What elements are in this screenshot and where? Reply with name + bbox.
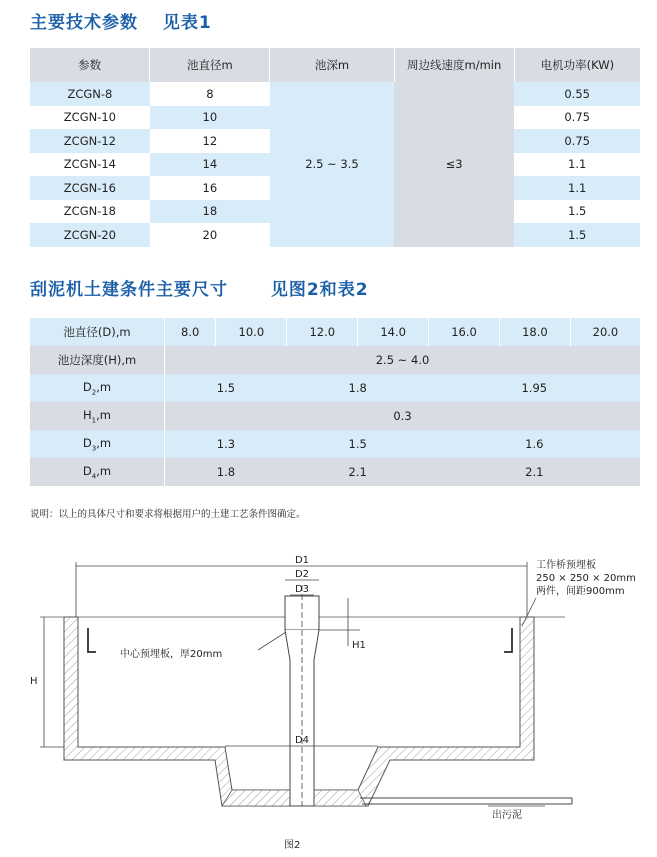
- bridge-plate-line1: 工作桥预埋板: [536, 560, 596, 571]
- d3-value: 1.6: [429, 430, 640, 458]
- speed-cell: ≤3: [394, 82, 514, 247]
- power-cell: 1.5: [514, 223, 640, 247]
- diameter-cell: 10: [150, 106, 270, 130]
- diameter-cell: 16: [150, 176, 270, 200]
- d4-label: D4: [294, 735, 310, 746]
- d1-label: D1: [294, 555, 310, 566]
- h1-value: 0.3: [165, 402, 641, 430]
- table-row: [30, 458, 640, 486]
- d4-value: 1.8: [165, 458, 287, 486]
- diameter-cell: 12: [150, 129, 270, 153]
- model-cell: ZCGN-12: [30, 129, 150, 153]
- power-cell: 1.1: [514, 176, 640, 200]
- parameters-table: [30, 48, 640, 247]
- model-cell: ZCGN-16: [30, 176, 150, 200]
- diameter-value: 16.0: [429, 318, 500, 346]
- model-cell: ZCGN-20: [30, 223, 150, 247]
- row-label: 池直径(D),m: [30, 318, 165, 346]
- note-text: 说明：以上的具体尺寸和要求将根据用户的土建工艺条件图确定。: [30, 509, 306, 520]
- power-cell: 0.55: [514, 82, 640, 106]
- bridge-plate-line2: 250 × 250 × 20mm: [536, 573, 636, 584]
- table-row: [30, 402, 640, 430]
- row-label: $D_2,m$: [30, 374, 165, 402]
- table1-header: 周边线速度m/min: [394, 48, 514, 82]
- d2-value: 1.95: [429, 374, 640, 402]
- section2-title: 刮泥机土建条件主要尺寸: [30, 280, 228, 300]
- section1-title: 主要技术参数: [30, 13, 138, 33]
- diameter-value: 10.0: [216, 318, 287, 346]
- table1-header: 参数: [30, 48, 150, 82]
- bridge-plate-line3: 两件，间距900mm: [536, 586, 625, 597]
- power-cell: 0.75: [514, 129, 640, 153]
- row-label: $D_4,m$: [30, 458, 165, 486]
- row-label: $D_3,m$: [30, 430, 165, 458]
- diameter-cell: 14: [150, 153, 270, 177]
- center-plate-label: 中心预埋板，厚20mm: [120, 649, 223, 660]
- section2-ref: 见图2和表2: [270, 280, 369, 300]
- left-bracket: [88, 628, 96, 652]
- model-cell: ZCGN-10: [30, 106, 150, 130]
- table1-header-row: [30, 48, 640, 82]
- model-cell: ZCGN-8: [30, 82, 150, 106]
- table-row: [30, 318, 640, 346]
- right-bracket: [504, 628, 512, 652]
- diameter-value: 14.0: [358, 318, 429, 346]
- row-label: 池边深度(H),m: [30, 346, 165, 374]
- d3-value: 1.3: [165, 430, 287, 458]
- model-cell: ZCGN-18: [30, 200, 150, 224]
- diameter-cell: 8: [150, 82, 270, 106]
- d2-label: D2: [294, 569, 310, 580]
- outlet-label: 出污泥: [492, 810, 522, 821]
- d3-label: D3: [294, 584, 310, 595]
- d4-value: 2.1: [287, 458, 429, 486]
- diameter-cell: 18: [150, 200, 270, 224]
- table1-header: 池直径m: [150, 48, 270, 82]
- depth-cell: 2.5 ~ 3.5: [270, 82, 394, 247]
- power-cell: 1.5: [514, 200, 640, 224]
- diameter-value: 18.0: [499, 318, 570, 346]
- table1-header: 电机功率(KW): [514, 48, 640, 82]
- table-row: [30, 430, 640, 458]
- d4-value: 2.1: [429, 458, 640, 486]
- diameter-value: 8.0: [165, 318, 216, 346]
- figure-caption: 图2: [284, 840, 301, 851]
- power-cell: 1.1: [514, 153, 640, 177]
- civil-dimensions-table: [30, 318, 640, 486]
- h1-label: H1: [352, 640, 366, 651]
- h-label: H: [30, 676, 38, 687]
- diameter-value: 12.0: [287, 318, 358, 346]
- section1-ref: 见表1: [162, 13, 212, 33]
- table-row: [30, 374, 640, 402]
- d3-value: 1.5: [287, 430, 429, 458]
- table1-header: 池深m: [270, 48, 394, 82]
- section1-heading: [30, 8, 212, 33]
- diameter-value: 20.0: [570, 318, 640, 346]
- d2-value: 1.5: [165, 374, 287, 402]
- table-row: [30, 346, 640, 374]
- model-cell: ZCGN-14: [30, 153, 150, 177]
- row-label: $H_1,m$: [30, 402, 165, 430]
- d2-value: 1.8: [287, 374, 429, 402]
- table-row: [30, 82, 640, 106]
- sludge-outlet-pipe: [360, 798, 572, 804]
- section2-heading: [30, 275, 369, 300]
- power-cell: 0.75: [514, 106, 640, 130]
- tank-section-drawing: [0, 540, 657, 836]
- depth-value: 2.5 ~ 4.0: [165, 346, 641, 374]
- diameter-cell: 20: [150, 223, 270, 247]
